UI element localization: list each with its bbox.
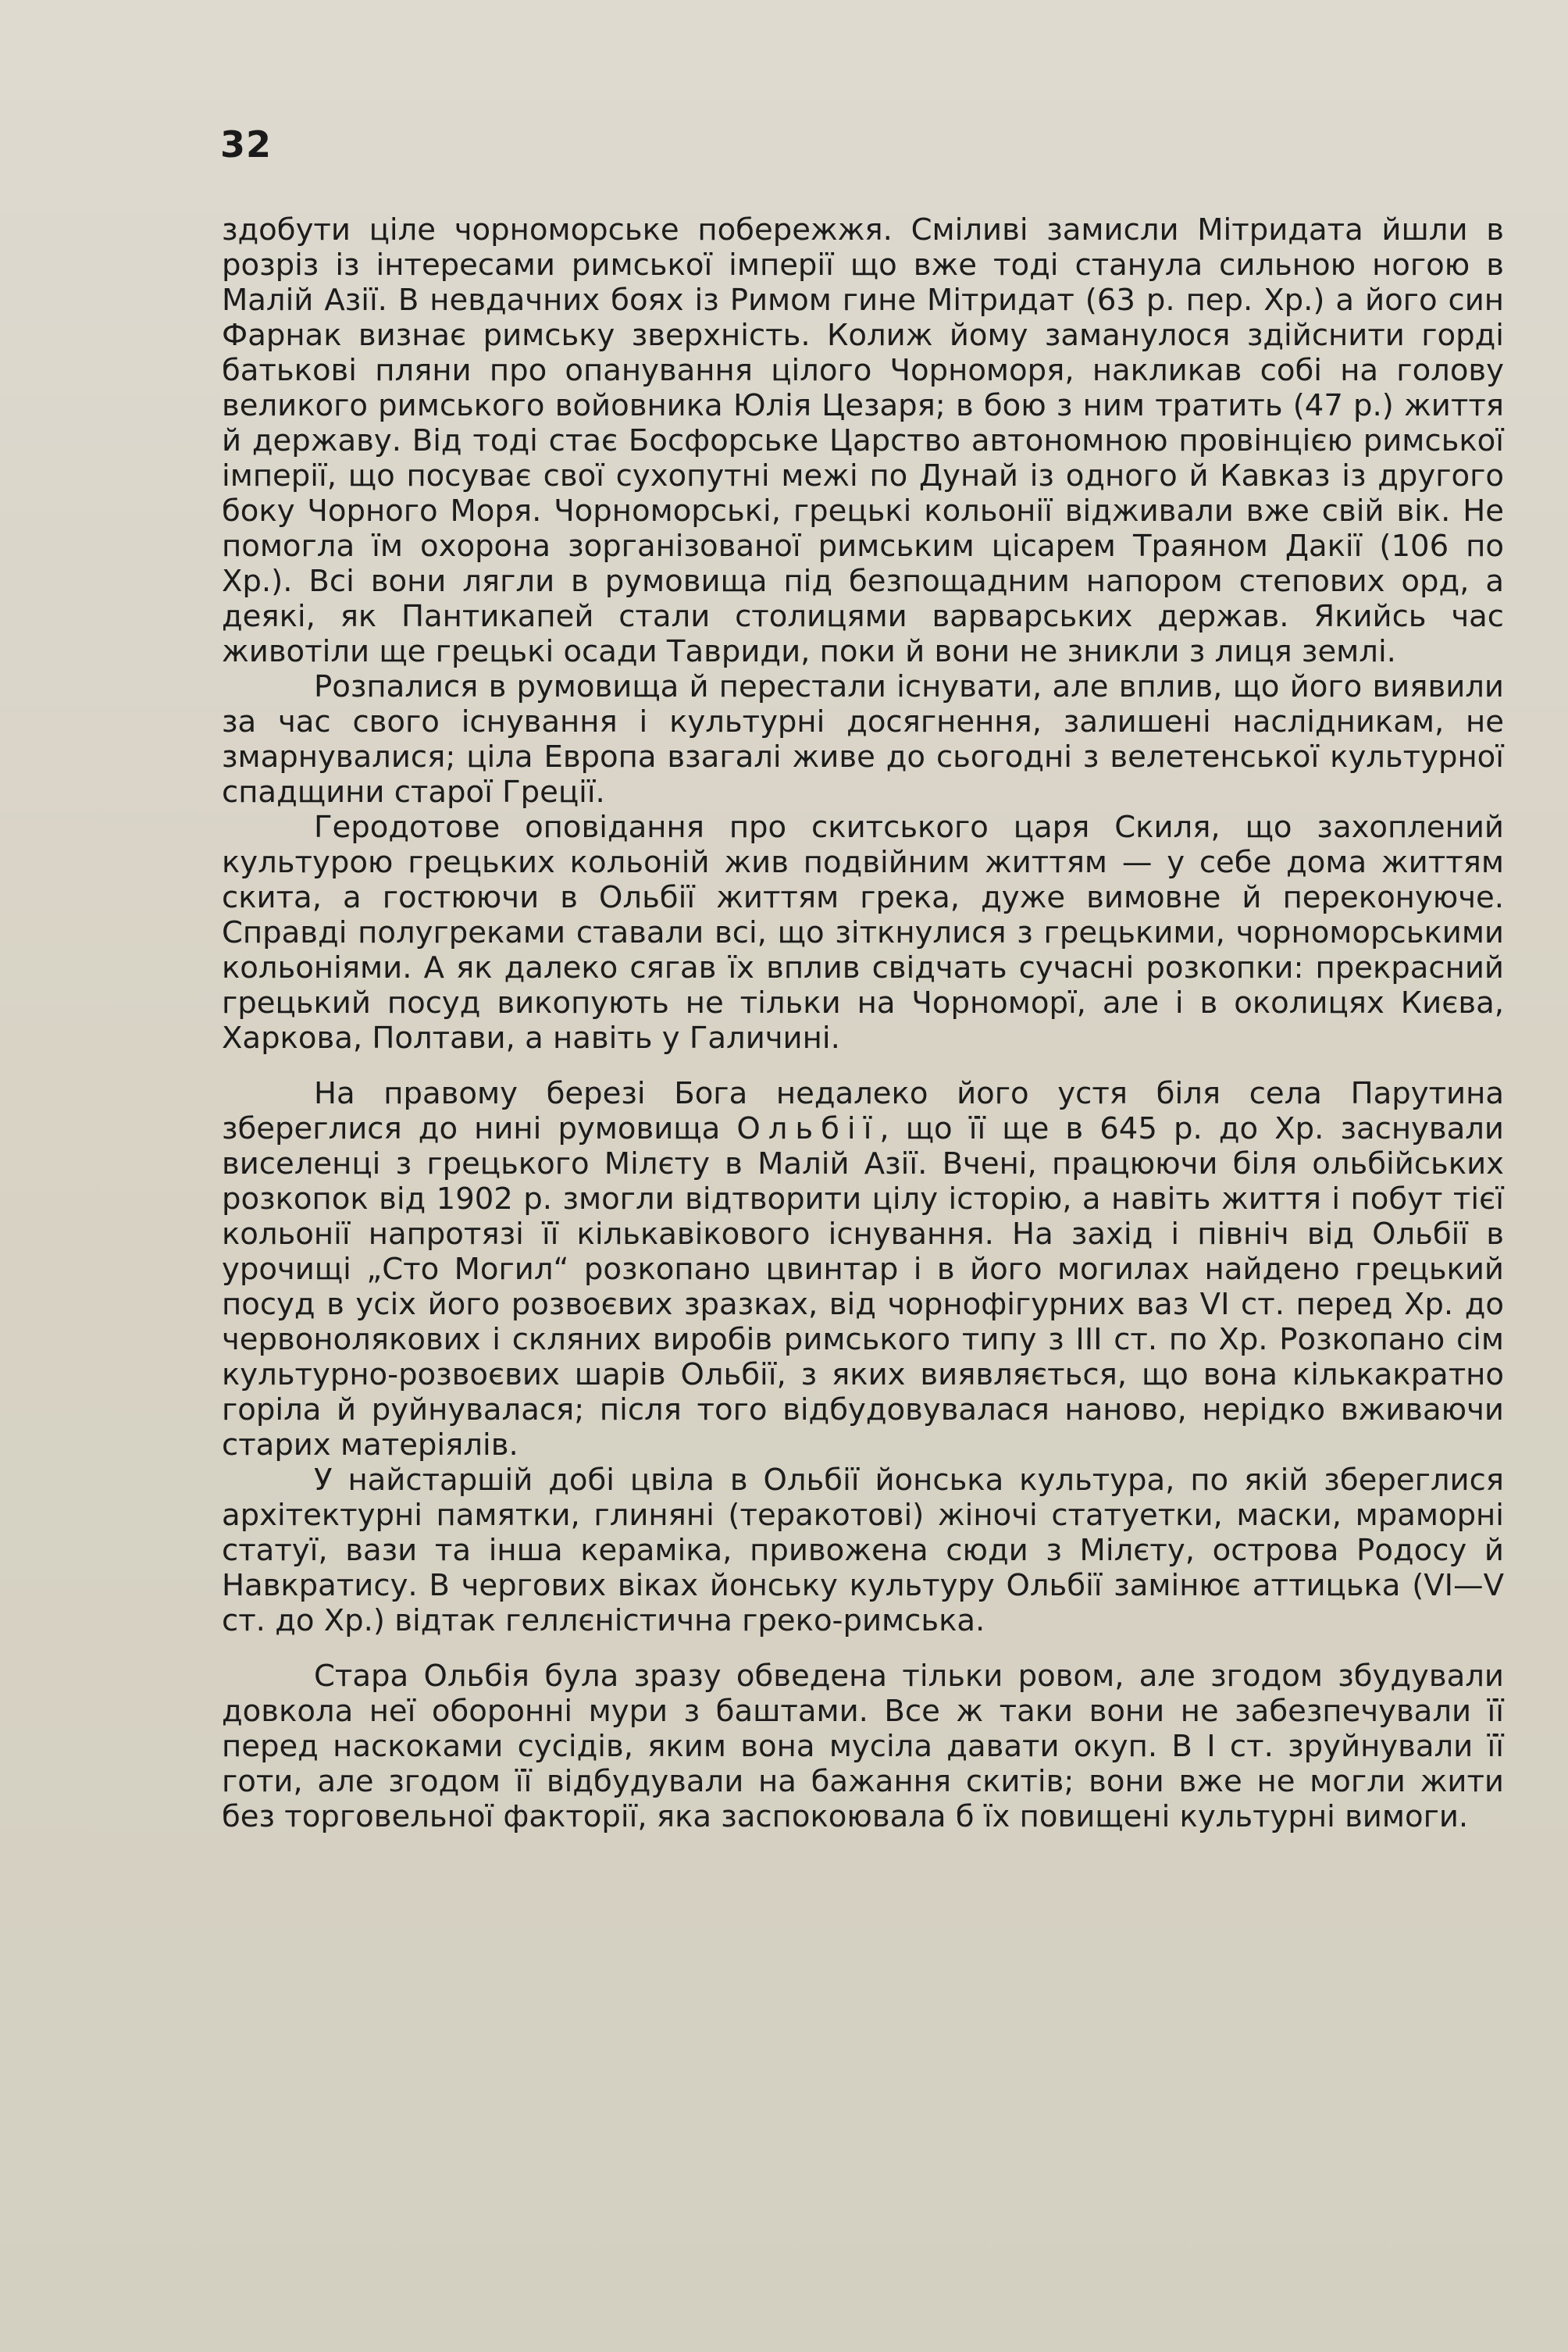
paragraph-3: Геродотове оповідання про скитського царя Скиля, що захоплений культурою грецьких кольоній жив подвійним життям — у себе дома життям скита, а гостюючи в Ольбії життям грека, дуже вимовне й переконуюче. Справді полугреками ставали всі, що зіткнулися з грецькими, чорноморськими кольоніями. А як далеко сягав їх вплив свідчать сучасні розкопки: прекрасний грецький посуд викопують не тільки на Чорноморї, але і в околицях Києва, Харкова, Полтави, а навіть у Галичині. [222, 810, 1504, 1056]
page-number: 32 [220, 123, 273, 166]
paragraph-4 [222, 1076, 1504, 1463]
olbia-spaced-word: Ольбії [736, 1111, 880, 1146]
paragraph-1: здобути ціле чорноморське побережжя. Сміливі замисли Мітридата йшли в розріз із інтересами римської імперії що вже тоді станула сильною ногою в Малій Азії. В невдачних боях із Римом гине Мітридат (63 р. пер. Хр.) а його син Фарнак визнає римську зверхність. Колиж йому заманулося здійснити горді батькові пляни про опанування цілого Чорноморя, накликав собі на голову великого римського войовника Юлія Цезаря; в бою з ним тратить (47 р.) життя й державу. Від тоді стає Босфорське Царство автономною провінцією римської імперії, що посуває свої сухопутні межі по Дунай із одного й Кавказ із другого боку Чорного Моря. Чорноморські, грецькі кольонії відживали вже свій вік. Не помогла їм охорона зорганізованої римським цісарем Траяном Дакії (106 по Хр.). Всі вони лягли в румовища під безпощадним напором степових орд, а деякі, як Пантикапей стали столицями варварських держав. Якийсь час животіли ще грецькі осади Тавриди, поки й вони не зникли з лиця землі. [222, 212, 1504, 669]
paragraph-6: Стара Ольбія була зразу обведена тільки ровом, але згодом збудували довкола неї оборонні мури з баштами. Все ж таки вони не забезпечували її перед наскоками сусідів, яким вона мусіла давати окуп. В I ст. зруйнували її готи, але згодом її відбудували на бажання скитів; вони вже не могли жити без торговельної факторії, яка заспокоювала б їх повищені культурні вимоги. [222, 1659, 1504, 1834]
paragraph-4-end: , що її ще в 645 р. до Хр. заснували виселенці з грецького Мілєту в Малій Азії. Вчені, працюючи біля ольбійських розкопок від 1902 р. змогли відтворити цілу історію, а навіть життя і побут тієї кольонії напротязі її кількавікового існування. На захід і північ від Ольбії в урочищі „Сто Могил“ розкопано цвинтар і в його могилах найдено грецький посуд в усіх його розвоєвих зразках, від чорнофігурних ваз VI ст. перед Хр. до червонолякових і скляних виробів римського типу з III ст. по Хр. Розкопано сім культурно-розвоєвих шарів Ольбії, з яких виявляється, що вона кількакратно горіла й руйнувалася; після того відбудовувалася наново, нерідко вживаючи старих матеріялів. [222, 1111, 1504, 1463]
paragraph-5: У найстаршій добі цвіла в Ольбії йонська культура, по якій збереглися архітектурні памятки, глиняні (теракотові) жіночі статуетки, маски, мраморні статуї, вази та інша кераміка, привожена сюди з Мілєту, острова Родосу й Навкратису. В чергових віках йонську культуру Ольбії замінює аттицька (VI—V ст. до Хр.) відтак геллєністична греко-римська. [222, 1463, 1504, 1638]
paragraph-2: Розпалися в румовища й перестали існувати, але вплив, що його виявили за час свого існування і культурні досягнення, залишені наслідникам, не змарнувалися; ціла Европа взагалі живе до сьогодні з велетенської культурної спадщини старої Греції. [222, 669, 1504, 810]
body-text [222, 212, 1504, 1834]
paragraph-4-start: На правому березі Бога недалеко його устя біля села Парутина збереглися до нині румовища [222, 1076, 1504, 1146]
